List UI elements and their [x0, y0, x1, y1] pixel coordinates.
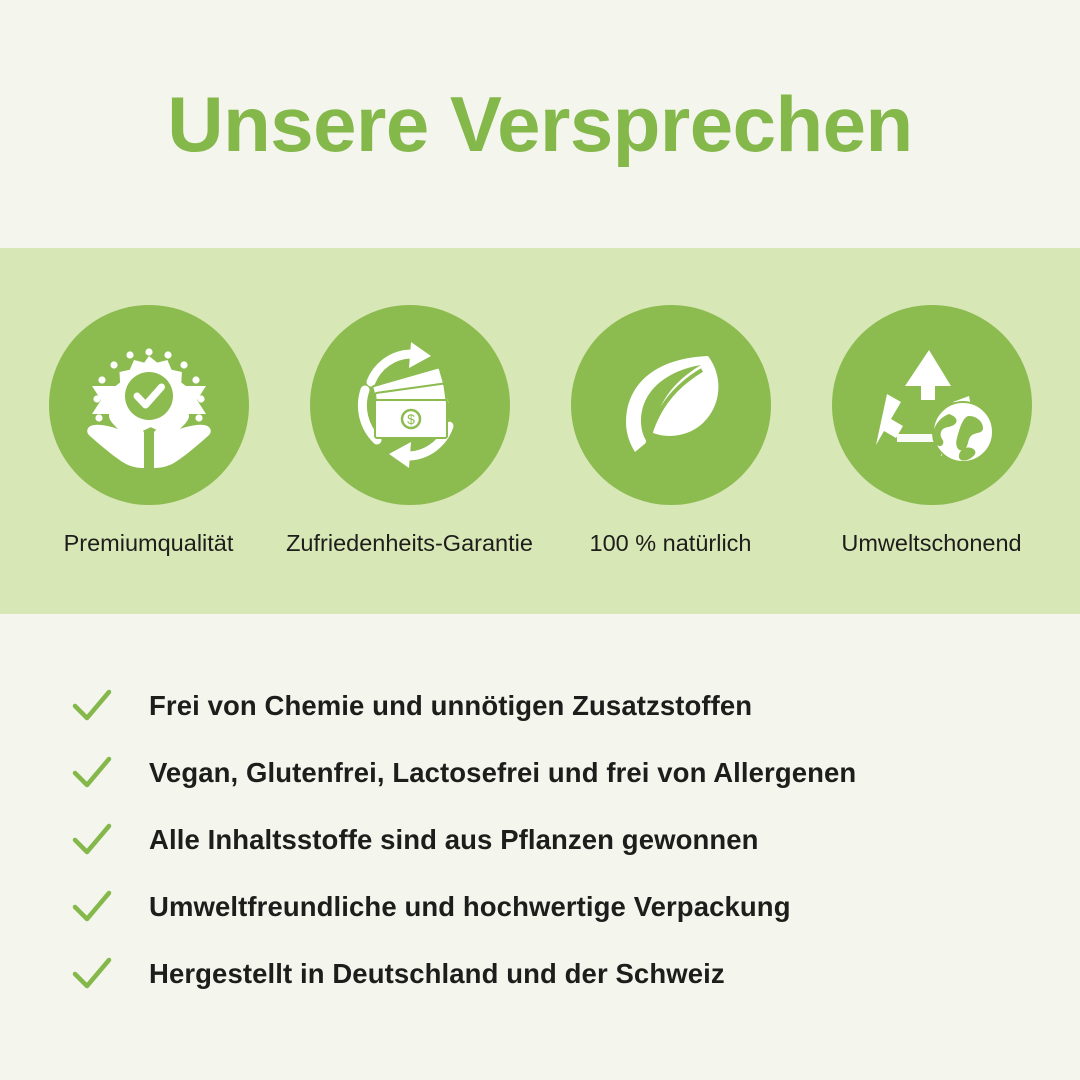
- badge-circle: [310, 305, 510, 505]
- badge-circle: [832, 305, 1032, 505]
- list-item: [72, 739, 1080, 806]
- list-item-label: Alle Inhaltsstoffe sind aus Pflanzen gewonnen: [149, 823, 759, 855]
- badge-item-umweltschonend: [809, 305, 1054, 557]
- badge-band: [0, 248, 1080, 614]
- list-item: [72, 940, 1080, 1007]
- list-item: [72, 672, 1080, 739]
- check-icon: [72, 957, 124, 991]
- badge-label: Zufriedenheits-Garantie: [286, 530, 533, 556]
- check-icon: [72, 890, 124, 924]
- badge-row: [26, 305, 1054, 557]
- badge-circle: [49, 305, 249, 505]
- list-item-label: Umweltfreundliche und hochwertige Verpackung: [149, 890, 791, 922]
- page-title: Unsere Versprechen: [167, 80, 913, 168]
- list-item-label: Frei von Chemie und unnötigen Zusatzstoffen: [149, 689, 753, 721]
- badge-label: Umweltschonend: [841, 530, 1022, 556]
- money-back-arrows-icon: [335, 330, 485, 480]
- recycling-globe-icon: [857, 330, 1007, 480]
- list-item-label: Hergestellt in Deutschland und der Schweiz: [149, 957, 725, 989]
- list-item: [72, 806, 1080, 873]
- leaf-icon: [596, 330, 746, 480]
- hands-holding-quality-seal-icon: [74, 330, 224, 480]
- badge-item-premiumqualitaet: [26, 305, 271, 557]
- badge-label: Premiumqualität: [63, 530, 234, 556]
- check-icon: [72, 689, 124, 723]
- badge-item-zufriedenheits-garantie: [287, 305, 532, 557]
- list-item: [72, 873, 1080, 940]
- check-icon: [72, 756, 124, 790]
- check-icon: [72, 823, 124, 857]
- header: [0, 0, 1080, 248]
- checklist: [0, 614, 1080, 1080]
- badge-label: 100 % natürlich: [589, 530, 752, 556]
- svg-text:$: $: [406, 411, 415, 427]
- badge-item-100-prozent-natuerlich: [548, 305, 793, 557]
- badge-circle: [571, 305, 771, 505]
- list-item-label: Vegan, Glutenfrei, Lactosefrei und frei von Allergenen: [149, 756, 857, 788]
